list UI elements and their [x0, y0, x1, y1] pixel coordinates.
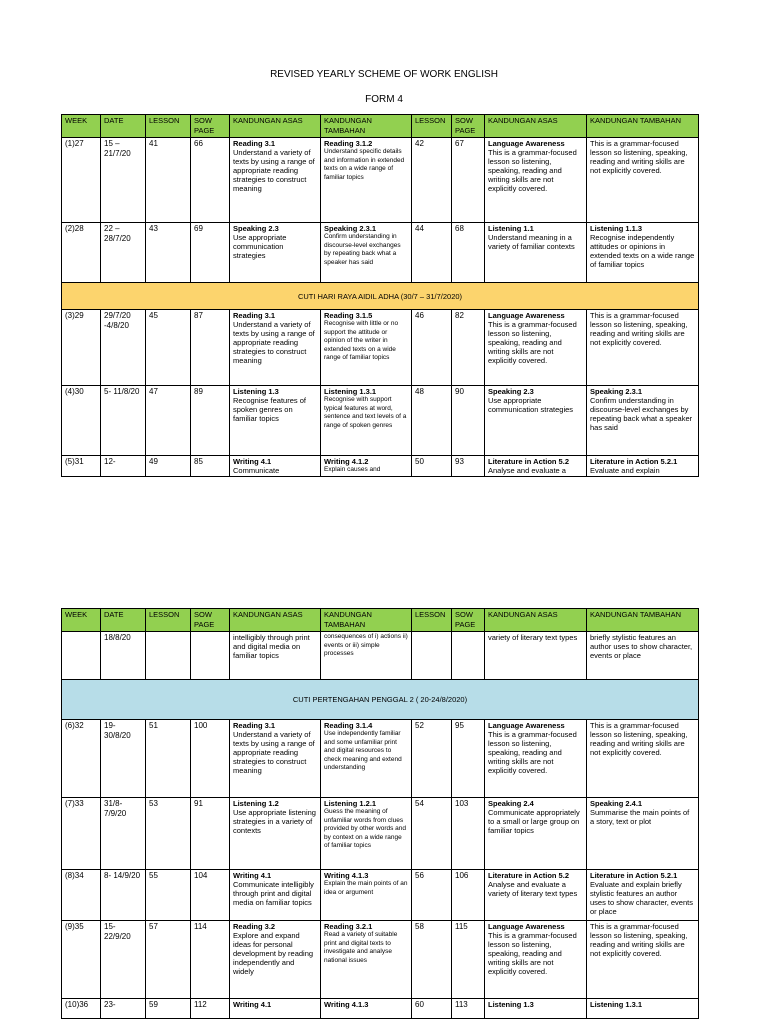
kandungan-asas-cell: [230, 870, 321, 921]
header-kandungan-tambahan: KANDUNGAN TAMBAHAN: [321, 609, 412, 632]
kandungan-asas-cell-2-title: Language Awareness: [488, 922, 565, 931]
sow-page-cell: 100: [191, 720, 230, 798]
kandungan-tambahan-cell-title: Reading 3.2.1: [324, 922, 373, 931]
kandungan-tambahan-cell-2-title: Speaking 2.4.1: [590, 799, 643, 808]
header-date: DATE: [101, 115, 146, 138]
kandungan-asas-cell-2-title: Speaking 2.4: [488, 799, 534, 808]
kandungan-tambahan-cell-2: [587, 456, 699, 477]
kandungan-asas-cell: [230, 138, 321, 223]
kandungan-tambahan-cell: [321, 921, 412, 999]
lesson-cell: 53: [146, 798, 191, 870]
kandungan-tambahan-cell-2-description: Confirm understanding in discourse-level exchanges by repeating back what a speaker has said: [590, 396, 693, 432]
week-cell: (10)36: [62, 999, 101, 1019]
kandungan-tambahan-cell-title: Reading 3.1.5: [324, 311, 373, 320]
table-row: [62, 999, 699, 1019]
date-cell: 5- 11/8/20: [101, 386, 146, 456]
kandungan-asas-cell: [230, 798, 321, 870]
kandungan-tambahan-cell-2-description: Evaluate and explain briefly stylistic features an author uses to show character, events or place: [590, 880, 693, 916]
kandungan-tambahan-cell-2-description: This is a grammar-focused lesson so listening, speaking, reading and writing skills are not explicitly covered.: [590, 139, 688, 175]
scheme-table-1: [61, 114, 699, 477]
week-cell: [62, 632, 101, 680]
kandungan-asas-cell-description: intelligibly through print and digital media on familiar topics: [233, 633, 310, 660]
kandungan-tambahan-cell-description: Use independently familiar and some unfamiliar print and digital resources to check meaning and extend understanding: [324, 730, 402, 771]
kandungan-asas-cell-2: [485, 921, 587, 999]
kandungan-tambahan-cell-2: [587, 720, 699, 798]
kandungan-asas-cell-description: Use appropriate listening strategies in a variety of contexts: [233, 808, 316, 835]
kandungan-asas-cell-description: Understand a variety of texts by using a range of appropriate reading strategies to construct meaning: [233, 730, 315, 775]
kandungan-asas-cell-title: Listening 1.2: [233, 799, 279, 808]
kandungan-tambahan-cell: [321, 632, 412, 680]
sow-page-cell-2: 67: [452, 138, 485, 223]
lesson-cell: 49: [146, 456, 191, 477]
kandungan-tambahan-cell-2-description: This is a grammar-focused lesson so listening, speaking, reading and writing skills are not explicitly covered.: [590, 922, 688, 958]
scheme-table-2: [61, 608, 699, 1019]
table-row: [62, 921, 699, 999]
kandungan-asas-cell-description: Understand a variety of texts by using a range of appropriate reading strategies to construct meaning: [233, 148, 315, 193]
kandungan-tambahan-cell-title: Reading 3.1.2: [324, 139, 373, 148]
kandungan-asas-cell: [230, 456, 321, 477]
kandungan-tambahan-cell-2: [587, 223, 699, 283]
header-kandungan-asas-2: KANDUNGAN ASAS: [485, 115, 587, 138]
kandungan-tambahan-cell-title: Listening 1.3.1: [324, 387, 377, 396]
kandungan-tambahan-cell-description: Confirm understanding in discourse-level exchanges by repeating back what a speaker has said: [324, 233, 401, 266]
kandungan-tambahan-cell-2-description: briefly stylistic features an author uses to show character, events or place: [590, 633, 693, 660]
sow-page-cell-2: 93: [452, 456, 485, 477]
lesson-cell-2: 58: [412, 921, 452, 999]
week-cell: (9)35: [62, 921, 101, 999]
table-row: [62, 310, 699, 386]
header-sow-page-2: SOW PAGE: [452, 609, 485, 632]
kandungan-asas-cell-2-description: Analyse and evaluate a variety of literary text types: [488, 880, 578, 898]
kandungan-tambahan-cell: [321, 138, 412, 223]
kandungan-asas-cell-2-title: Language Awareness: [488, 311, 565, 320]
kandungan-asas-cell: [230, 632, 321, 680]
kandungan-tambahan-cell-2-title: Listening 1.1.3: [590, 224, 643, 233]
kandungan-tambahan-cell: [321, 223, 412, 283]
kandungan-asas-cell: [230, 223, 321, 283]
header-lesson-2: LESSON: [412, 609, 452, 632]
kandungan-tambahan-cell-description: Recognise with support typical features at word, sentence and text levels of a range of spoken genres: [324, 396, 407, 429]
kandungan-tambahan-cell-description: Explain causes and: [324, 466, 381, 473]
kandungan-tambahan-cell-2-description: Evaluate and explain: [590, 466, 660, 475]
kandungan-tambahan-cell: [321, 999, 412, 1019]
kandungan-asas-cell-2-title: Literature in Action 5.2: [488, 871, 569, 880]
table-row: [62, 456, 699, 477]
kandungan-tambahan-cell: [321, 870, 412, 921]
sow-page-cell: 87: [191, 310, 230, 386]
sow-page-cell-2: 103: [452, 798, 485, 870]
table-row: [62, 223, 699, 283]
kandungan-asas-cell: [230, 310, 321, 386]
kandungan-tambahan-cell: [321, 456, 412, 477]
kandungan-asas-cell-title: Writing 4.1: [233, 1000, 272, 1009]
kandungan-asas-cell-2: [485, 386, 587, 456]
kandungan-tambahan-cell-2-description: Summarise the main points of a story, text or plot: [590, 808, 690, 826]
kandungan-asas-cell-2-description: This is a grammar-focused lesson so listening, speaking, reading and writing skills are not explicitly covered.: [488, 730, 577, 775]
kandungan-asas-cell-title: Writing 4.1: [233, 871, 272, 880]
kandungan-tambahan-cell-title: Writing 4.1.3: [324, 871, 369, 880]
kandungan-tambahan-cell-2: [587, 138, 699, 223]
kandungan-asas-cell-2: [485, 999, 587, 1019]
kandungan-tambahan-cell: [321, 310, 412, 386]
header-lesson: LESSON: [146, 609, 191, 632]
date-cell: 18/8/20: [101, 632, 146, 680]
sow-page-cell-2: 106: [452, 870, 485, 921]
lesson-cell-2: 48: [412, 386, 452, 456]
kandungan-asas-cell-description: Communicate intelligibly through print and digital media on familiar topics: [233, 880, 314, 907]
kandungan-asas-cell-2: [485, 798, 587, 870]
header-sow-page: SOW PAGE: [191, 609, 230, 632]
kandungan-asas-cell-2: [485, 310, 587, 386]
kandungan-asas-cell-2-title: Listening 1.3: [488, 1000, 534, 1009]
kandungan-tambahan-cell-2: [587, 798, 699, 870]
kandungan-asas-cell-2: [485, 632, 587, 680]
kandungan-tambahan-cell-2: [587, 921, 699, 999]
table-header-row: [62, 115, 699, 138]
kandungan-tambahan-cell-2-description: This is a grammar-focused lesson so listening, speaking, reading and writing skills are not explicitly covered.: [590, 311, 688, 347]
lesson-cell-2: 60: [412, 999, 452, 1019]
header-week: WEEK: [62, 115, 101, 138]
week-cell: (6)32: [62, 720, 101, 798]
document-subtitle: FORM 4: [365, 94, 403, 105]
kandungan-asas-cell-2-description: This is a grammar-focused lesson so listening, speaking, reading and writing skills are not explicitly covered.: [488, 931, 577, 976]
date-cell: 23-: [101, 999, 146, 1019]
sow-page-cell-2: 95: [452, 720, 485, 798]
table-row: [62, 720, 699, 798]
lesson-cell-2: 46: [412, 310, 452, 386]
kandungan-asas-cell-2: [485, 720, 587, 798]
kandungan-asas-cell: [230, 386, 321, 456]
kandungan-asas-cell-description: Recognise features of spoken genres on familiar topics: [233, 396, 306, 423]
lesson-cell-2: 52: [412, 720, 452, 798]
kandungan-asas-cell-2-title: Speaking 2.3: [488, 387, 534, 396]
header-kandungan-tambahan-2: KANDUNGAN TAMBAHAN: [587, 115, 699, 138]
header-kandungan-asas: KANDUNGAN ASAS: [230, 609, 321, 632]
sow-page-cell: [191, 632, 230, 680]
lesson-cell: 45: [146, 310, 191, 386]
week-cell: (1)27: [62, 138, 101, 223]
sow-page-cell-2: [452, 632, 485, 680]
lesson-cell: 57: [146, 921, 191, 999]
sow-page-cell-2: 90: [452, 386, 485, 456]
kandungan-tambahan-cell-2-description: This is a grammar-focused lesson so listening, speaking, reading and writing skills are not explicitly covered.: [590, 721, 688, 757]
holiday-banner: CUTI PERTENGAHAN PENGGAL 2 ( 20-24/8/2020): [62, 680, 699, 720]
kandungan-tambahan-cell-description: Understand specific details and information in extended texts on a wide range of familiar topics: [324, 148, 405, 181]
header-sow-page: SOW PAGE: [191, 115, 230, 138]
kandungan-asas-cell-2-description: Understand meaning in a variety of familiar contexts: [488, 233, 575, 251]
lesson-cell: 43: [146, 223, 191, 283]
date-cell: 12-: [101, 456, 146, 477]
kandungan-asas-cell-2: [485, 138, 587, 223]
kandungan-asas-cell-description: Understand a variety of texts by using a range of appropriate reading strategies to construct meaning: [233, 320, 315, 365]
holiday-banner: CUTI HARI RAYA AIDIL ADHA (30/7 – 31/7/2020): [62, 283, 699, 310]
document-title: REVISED YEARLY SCHEME OF WORK ENGLISH: [270, 69, 498, 80]
sow-page-cell-2: 68: [452, 223, 485, 283]
kandungan-asas-cell-2-title: Language Awareness: [488, 139, 565, 148]
lesson-cell-2: 44: [412, 223, 452, 283]
lesson-cell: [146, 632, 191, 680]
header-week: WEEK: [62, 609, 101, 632]
header-sow-page-2: SOW PAGE: [452, 115, 485, 138]
lesson-cell-2: 56: [412, 870, 452, 921]
kandungan-asas-cell-title: Reading 3.2: [233, 922, 276, 931]
date-cell: 15 – 21/7/20: [101, 138, 146, 223]
header-date: DATE: [101, 609, 146, 632]
sow-page-cell: 85: [191, 456, 230, 477]
date-cell: 19- 30/8/20: [101, 720, 146, 798]
kandungan-asas-cell: [230, 720, 321, 798]
kandungan-tambahan-cell-description: Explain the main points of an idea or argument: [324, 880, 408, 896]
holiday-row: [62, 283, 699, 310]
sow-page-cell: 89: [191, 386, 230, 456]
kandungan-tambahan-cell-2: [587, 310, 699, 386]
kandungan-tambahan-cell-description: Read a variety of suitable print and digital texts to investigate and analyse national issues: [324, 931, 398, 964]
kandungan-asas-cell-2-title: Language Awareness: [488, 721, 565, 730]
kandungan-tambahan-cell-2: [587, 632, 699, 680]
table-row: [62, 386, 699, 456]
kandungan-asas-cell-description: Explore and expand ideas for personal development by reading independently and widely: [233, 931, 314, 976]
kandungan-tambahan-cell: [321, 720, 412, 798]
kandungan-tambahan-cell-2-title: Literature in Action 5.2.1: [590, 871, 678, 880]
kandungan-tambahan-cell-2: [587, 870, 699, 921]
header-lesson: LESSON: [146, 115, 191, 138]
kandungan-tambahan-cell-description: Guess the meaning of unfamiliar words from clues provided by other words and by context on a wide range of familiar topics: [324, 808, 407, 849]
week-cell: (5)31: [62, 456, 101, 477]
lesson-cell-2: 42: [412, 138, 452, 223]
kandungan-tambahan-cell: [321, 798, 412, 870]
table-row: [62, 138, 699, 223]
kandungan-asas-cell-title: Speaking 2.3: [233, 224, 279, 233]
sow-page-cell-2: 113: [452, 999, 485, 1019]
header-kandungan-asas: KANDUNGAN ASAS: [230, 115, 321, 138]
sow-page-cell: 69: [191, 223, 230, 283]
kandungan-asas-cell-2-title: Listening 1.1: [488, 224, 534, 233]
kandungan-asas-cell-2: [485, 456, 587, 477]
kandungan-tambahan-cell: [321, 386, 412, 456]
header-kandungan-tambahan-2: KANDUNGAN TAMBAHAN: [587, 609, 699, 632]
sow-page-cell-2: 82: [452, 310, 485, 386]
sow-page-cell: 114: [191, 921, 230, 999]
date-cell: 15- 22/9/20: [101, 921, 146, 999]
lesson-cell: 47: [146, 386, 191, 456]
kandungan-asas-cell-2-description: Analyse and evaluate a: [488, 466, 566, 475]
kandungan-tambahan-cell-2: [587, 386, 699, 456]
kandungan-asas-cell-title: Reading 3.1: [233, 139, 276, 148]
kandungan-asas-cell-2-description: Use appropriate communication strategies: [488, 396, 574, 414]
sow-page-cell: 112: [191, 999, 230, 1019]
week-cell: (4)30: [62, 386, 101, 456]
kandungan-asas-cell-2-description: This is a grammar-focused lesson so listening, speaking, reading and writing skills are not explicitly covered.: [488, 320, 577, 365]
lesson-cell: 55: [146, 870, 191, 921]
sow-page-cell: 91: [191, 798, 230, 870]
table-header-row: [62, 609, 699, 632]
kandungan-asas-cell-2-title: Literature in Action 5.2: [488, 457, 569, 466]
date-cell: 31/8- 7/9/20: [101, 798, 146, 870]
date-cell: 22 – 28/7/20: [101, 223, 146, 283]
kandungan-tambahan-cell-title: Listening 1.2.1: [324, 799, 377, 808]
kandungan-tambahan-cell-2-title: Literature in Action 5.2.1: [590, 457, 678, 466]
kandungan-tambahan-cell-title: Writing 4.1.3: [324, 1000, 369, 1009]
week-cell: (2)28: [62, 223, 101, 283]
kandungan-asas-cell-description: Use appropriate communication strategies: [233, 233, 287, 260]
header-kandungan-asas-2: KANDUNGAN ASAS: [485, 609, 587, 632]
kandungan-asas-cell-description: Communicate: [233, 466, 280, 475]
date-cell: 8- 14/9/20: [101, 870, 146, 921]
kandungan-asas-cell-2-description: Communicate appropriately to a small or large group on familiar topics: [488, 808, 580, 835]
kandungan-tambahan-cell-title: Speaking 2.3.1: [324, 224, 377, 233]
kandungan-asas-cell-title: Listening 1.3: [233, 387, 279, 396]
kandungan-tambahan-cell-description: Recognise with little or no support the attitude or opinion of the writer in extended texts on a wide range of familiar topics: [324, 320, 399, 361]
kandungan-asas-cell-2: [485, 223, 587, 283]
kandungan-tambahan-cell-2-title: Speaking 2.3.1: [590, 387, 643, 396]
lesson-cell: 59: [146, 999, 191, 1019]
sow-page-cell-2: 115: [452, 921, 485, 999]
kandungan-asas-cell-2-description: variety of literary text types: [488, 633, 578, 642]
lesson-cell-2: [412, 632, 452, 680]
date-cell: 29/7/20 -4/8/20: [101, 310, 146, 386]
week-cell: (3)29: [62, 310, 101, 386]
lesson-cell-2: 54: [412, 798, 452, 870]
week-cell: (7)33: [62, 798, 101, 870]
sow-page-cell: 104: [191, 870, 230, 921]
kandungan-asas-cell-title: Reading 3.1: [233, 721, 276, 730]
lesson-cell: 41: [146, 138, 191, 223]
table-row: [62, 632, 699, 680]
kandungan-tambahan-cell-2-title: Listening 1.3.1: [590, 1000, 643, 1009]
kandungan-tambahan-cell-title: Reading 3.1.4: [324, 721, 373, 730]
kandungan-asas-cell-title: Reading 3.1: [233, 311, 276, 320]
kandungan-asas-cell-2-description: This is a grammar-focused lesson so listening, speaking, reading and writing skills are not explicitly covered.: [488, 148, 577, 193]
kandungan-tambahan-cell-description: consequences of i) actions ii) events or iii) simple processes: [324, 633, 408, 657]
kandungan-tambahan-cell-title: Writing 4.1.2: [324, 457, 369, 466]
kandungan-asas-cell-title: Writing 4.1: [233, 457, 272, 466]
week-cell: (8)34: [62, 870, 101, 921]
header-lesson-2: LESSON: [412, 115, 452, 138]
kandungan-tambahan-cell-2-description: Recognise independently attitudes or opinions in extended texts on a wide range of familiar topics: [590, 233, 695, 269]
table-row: [62, 870, 699, 921]
header-kandungan-tambahan: KANDUNGAN TAMBAHAN: [321, 115, 412, 138]
kandungan-asas-cell: [230, 921, 321, 999]
sow-page-cell: 66: [191, 138, 230, 223]
kandungan-tambahan-cell-2: [587, 999, 699, 1019]
table-row: [62, 798, 699, 870]
kandungan-asas-cell-2: [485, 870, 587, 921]
kandungan-asas-cell: [230, 999, 321, 1019]
lesson-cell: 51: [146, 720, 191, 798]
holiday-row: [62, 680, 699, 720]
lesson-cell-2: 50: [412, 456, 452, 477]
